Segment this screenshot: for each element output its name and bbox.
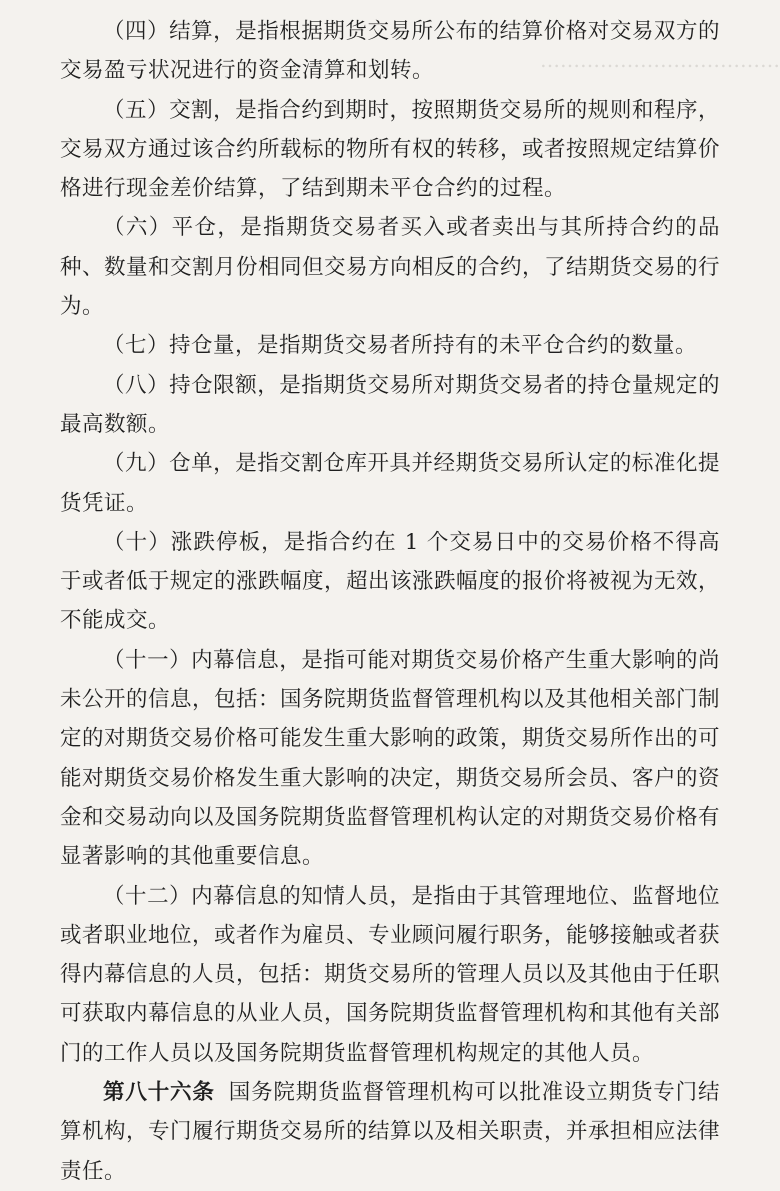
clause-warehouse-receipt: （九）仓单，是指交割仓库开具并经期货交易所认定的标准化提货凭证。	[60, 451, 720, 516]
article-number: 第八十六条	[103, 1080, 215, 1106]
clause-price-limit: （十）涨跌停板，是指合约在 1 个交易日中的交易价格不得高于或者低于规定的涨跌幅度，超出该涨跌幅度的报价将被视为无效，不能成交。	[60, 529, 721, 634]
clause-closing-position: （六）平仓，是指期货交易者买入或者卖出与其所持合约的品种、数量和交割月份相同但交易方向相反的合约，了结期货交易的行为。	[60, 215, 721, 320]
clause-position-limit: （八）持仓限额，是指期货交易所对期货交易者的持仓量规定的最高数额。	[60, 372, 720, 437]
document-page	[60, 12, 720, 1191]
bleed-through-text: ………………………………	[540, 48, 780, 72]
article-text: 国务院期货监督管理机构可以批准设立期货专门结算机构，专门履行期货交易所的结算以及相关职责，并承担相应法律责任。	[60, 1080, 721, 1184]
clause-insider-information: （十一）内幕信息，是指可能对期货交易价格产生重大影响的尚未公开的信息，包括：国务院期货监督管理机构以及其他相关部门制定的对期货交易价格可能发生重大影响的政策，期货交易所作出的可能对期货交易价格发生重大影响的决定，期货交易所会员、客户的资金和交易动向以及国务院期货监督管理机构认定的对期货交易价格有显著影响的其他重要信息。	[60, 647, 721, 870]
article-86	[60, 1073, 720, 1191]
clause-open-interest: （七）持仓量，是指期货交易者所持有的未平仓合约的数量。	[103, 333, 698, 359]
clause-insider-persons: （十二）内幕信息的知情人员，是指由于其管理地位、监督地位或者职业地位，或者作为雇员、专业顾问履行职务，能够接触或者获得内幕信息的人员，包括：期货交易所的管理人员以及其他由于任职可获取内幕信息的从业人员，国务院期货监督管理机构和其他有关部门的工作人员以及国务院期货监督管理机构规定的其他人员。	[60, 883, 721, 1066]
clause-settlement: （四）结算，是指根据期货交易所公布的结算价格对交易双方的交易盈亏状况进行的资金清算和划转。	[60, 19, 720, 84]
clause-delivery: （五）交割，是指合约到期时，按照期货交易所的规则和程序，交易双方通过该合约所载标的物所有权的转移，或者按照规定结算价格进行现金差价结算，了结到期未平仓合约的过程。	[60, 97, 721, 202]
